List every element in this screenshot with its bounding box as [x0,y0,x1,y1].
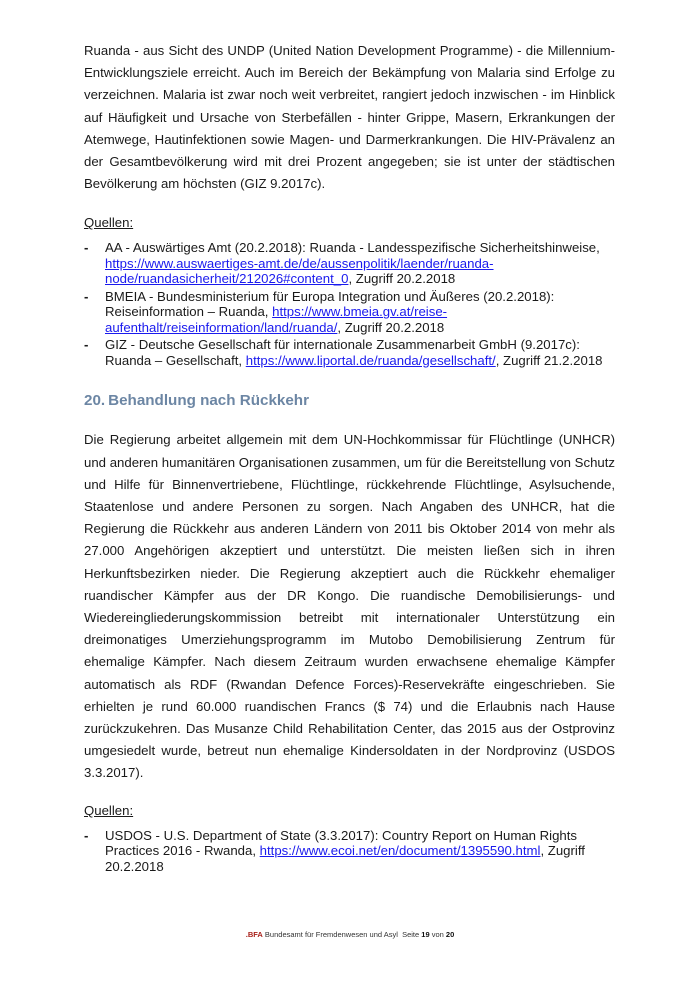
section-paragraph: Die Regierung arbeitet allgemein mit dem UN-Hochkommissar für Flüchtlinge (UNHCR) und anderen humanitären Organisationen zusammen, um für die Bereitstellung von Schutz und Hilfe für Binnenvertriebene, Flüchtlinge, rückkehrende Flüchtlinge, Asylsuchende, Staatenlose und andere Personen zu sorgen. Nach Angaben des UNHCR, hat die Regierung die Rückkehr aus anderen Ländern von 2011 bis Oktober 2014 von mehr als 27.000 Angehörigen akzeptiert und unterstützt. Die meisten ließen sich in ihren Herkunftsbezirken nieder. Die Regierung akzeptiert auch die Rückkehr ehemaliger ruandischer Kämpfer aus der DR Kongo. Die ruandische Demobilisierungs- und Wiedereingliederungskommission betreibt mit internationaler Unterstützung ein dreimonatiges Umerziehungsprogramm im Mutobo Demobilisierung Zentrum für ehemalige Kämpfer. Nach diesem Zeitraum wurden erwachsene ehemalige Kämpfer automatisch als RDF (Rwandan Defence Forces)-Reservekräfte eingeschrieben. Sie erhielten je rund 60.000 ruandischen Francs ($ 74) und die Erlaubnis nach Hause zurückzukehren. Das Musanze Child Rehabilitation Center, das 2015 aus der Ostprovinz umgesiedelt wurde, betreut nun ehemalige Kindersoldaten in der Nordprovinz (USDOS 3.3.2017). [84,432,615,781]
sources-list [84,828,615,875]
source-item: - USDOS - U.S. Department of State (3.3.2017): Country Report on Human Rights Practices 2016 - Rwanda, https://www.ecoi.net/en/document/1395590.html, Zugriff 20.2.2018 [84,827,585,874]
bfa-logo: .BFA [245,930,263,939]
source-item: - AA - Auswärtiges Amt (20.2.2018): Ruanda - Landesspezifische Sicherheitshinweise, https://www.auswaertiges-amt.de/de/aussenpolitik/laender/ruanda-node/ruandasicherheit/212026#content_0, Zugriff 20.2.2018 [84,240,600,287]
section-number: 20. [84,392,106,410]
footer-org: Bundesamt für Fremdenwesen und Asyl [264,930,398,939]
source-item: - BMEIA - Bundesministerium für Europa Integration und Äußeres (20.2.2018): Reiseinformation – Ruanda, https://www.bmeia.gv.at/reise-aufenthalt/reiseinformation/land/ruanda/, Zugriff 20.2.2018 [84,288,555,335]
list-dash: - [84,240,89,256]
sources-list [84,240,615,368]
footer-page-total: 20 [445,930,455,939]
list-dash: - [84,337,89,353]
intro-paragraph: Ruanda - aus Sicht des UNDP (United Nation Development Programme) - die Millennium-Entwicklungsziele erreicht. Auch im Bereich der Bekämpfung von Malaria sind Erfolge zu verzeichnen. Malaria ist zwar noch weit verbreitet, rangiert jedoch inzwischen - im Hinblick auf Häufigkeit und Ursache von Sterbefällen - hinter Grippe, Masern, Erkrankungen der Atemwege, Hautinfektionen sowie Magen- und Darmerkrankungen. Die HIV-Prävalenz an der Gesamtbevölkerung wird mit drei Prozent angegeben; sie ist unter der städtischen Bevölkerung am höchsten (GIZ 9.2017c). [84,43,615,192]
footer-of-label: von [431,930,444,939]
footer-page-label: Seite [402,930,420,939]
source-link[interactable]: https://www.bmeia.gv.at/reise-aufenthalt/reiseinformation/land/ruanda/ [105,304,448,335]
source-link[interactable]: https://www.ecoi.net/en/document/1395590.html [259,843,541,859]
list-dash: - [84,827,89,843]
footer-page-number: 19 [421,930,430,939]
document-page [84,40,615,876]
source-link[interactable]: https://www.liportal.de/ruanda/gesellschaft/ [245,352,496,368]
sources-heading: Quellen: [84,215,134,231]
source-item: - GIZ - Deutsche Gesellschaft für internationale Zusammenarbeit GmbH (9.2017c): Ruanda – Gesellschaft, https://www.liportal.de/ruanda/gesellschaft/, Zugriff 21.2.2018 [84,337,603,368]
section-heading [84,392,615,409]
list-dash: - [84,288,89,304]
section-title: Behandlung nach Rückkehr [108,392,309,410]
sources-heading: Quellen: [84,802,134,818]
page-footer [0,930,700,939]
source-link[interactable]: https://www.auswaertiges-amt.de/de/aussenpolitik/laender/ruanda-node/ruandasicherheit/212026#content_0 [105,255,494,287]
